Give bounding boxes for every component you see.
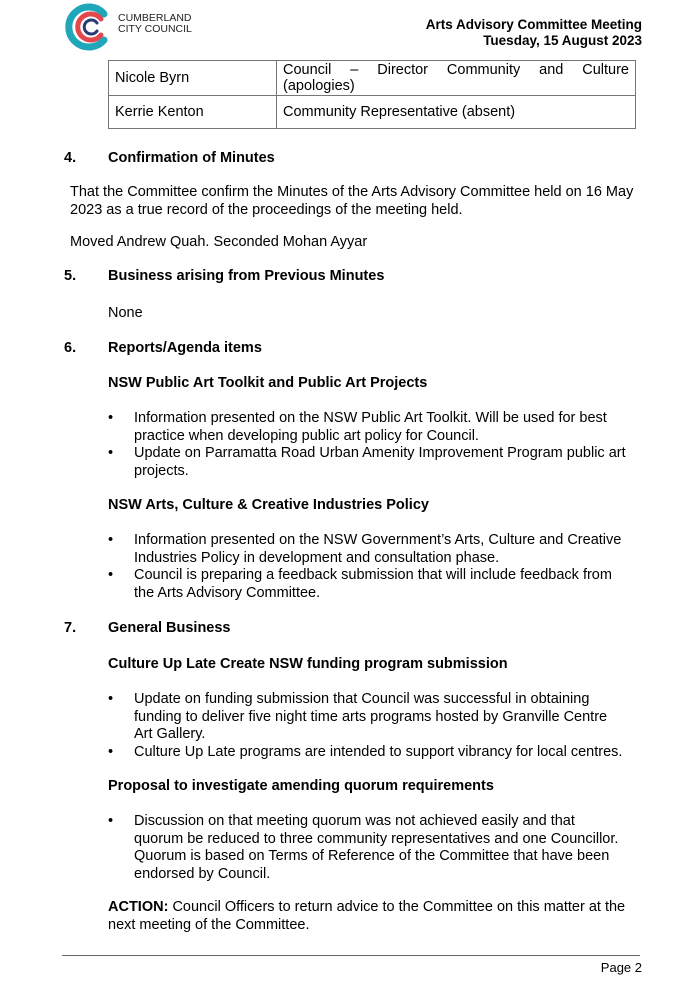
org-line-1: CUMBERLAND (118, 12, 192, 24)
action-label: ACTION: (108, 899, 169, 915)
list-item-line: Industries Policy in development and consultation phase. (134, 549, 500, 566)
confirmation-paragraph (70, 183, 633, 219)
list-item-line: Quorum is based on Terms of Reference of the Committee that have been (134, 848, 610, 864)
list-item (108, 813, 648, 883)
action-text: Council Officers to return advice to the Committee on this matter at the (168, 899, 626, 915)
subheading: Culture Up Late Create NSW funding program submission (108, 656, 508, 672)
list-item-line: endorsed by Council. (134, 865, 271, 882)
list-item (108, 567, 648, 602)
section-title: General Business (108, 620, 231, 636)
list-item-line: • Update on Parramatta Road Urban Amenity Improvement Program public art (134, 445, 626, 461)
attendee-role-line: Council – Director Community and Culture (283, 62, 629, 78)
list-item-line: • Discussion on that meeting quorum was not achieved easily and that (134, 813, 575, 829)
org-name (118, 13, 192, 35)
section-body: None (108, 305, 143, 321)
list-item (108, 691, 648, 744)
page-number: Page 2 (600, 960, 642, 975)
list-item-line: quorum be reduced to three community representatives and one Councillor. (134, 830, 619, 847)
list-item-line: funding to deliver five night time arts programs hosted by Granville Centre (134, 708, 608, 725)
list-item-line: • Culture Up Late programs are intended to support vibrancy for local centres. (134, 743, 623, 760)
subheading: Proposal to investigate amending quorum requirements (108, 778, 494, 794)
paragraph-line: 2023 as a true record of the proceedings of the meeting held. (70, 202, 463, 218)
document-header (426, 17, 642, 49)
attendee-name: Kerrie Kenton (109, 96, 277, 129)
list-item (108, 445, 648, 480)
list-item (108, 532, 648, 567)
list-item (108, 744, 648, 762)
bullet-list (108, 532, 648, 602)
section-title: Confirmation of Minutes (108, 150, 275, 166)
bullet-list (108, 691, 648, 761)
action-line: next meeting of the Committee. (108, 917, 310, 933)
bullet-list (108, 410, 648, 480)
section-number: 7. (64, 620, 77, 636)
moved-seconded: Moved Andrew Quah. Seconded Mohan Ayyar (70, 234, 368, 250)
table-row (109, 61, 636, 96)
bullet-list (108, 813, 648, 883)
meeting-date: Tuesday, 15 August 2023 (483, 33, 642, 48)
list-item-line: • Information presented on the NSW Government’s Arts, Culture and Creative (134, 532, 622, 548)
list-item (108, 410, 648, 445)
list-item-line: the Arts Advisory Committee. (134, 584, 321, 601)
section-title: Business arising from Previous Minutes (108, 268, 385, 284)
list-item-line: Art Gallery. (134, 726, 206, 742)
section-number: 4. (64, 150, 77, 166)
attendance-table (108, 60, 636, 129)
attendee-role (277, 61, 636, 96)
attendee-role: Community Representative (absent) (277, 96, 636, 129)
section-title: Reports/Agenda items (108, 340, 262, 356)
org-line-2: CITY COUNCIL (118, 23, 192, 35)
list-item-line: practice when developing public art policy for Council. (134, 427, 479, 444)
meeting-title: Arts Advisory Committee Meeting (425, 17, 642, 32)
subheading: NSW Public Art Toolkit and Public Art Projects (108, 375, 428, 391)
list-item-line: • Council is preparing a feedback submission that will include feedback from (134, 567, 612, 583)
list-item-line: • Update on funding submission that Council was successful in obtaining (134, 691, 590, 707)
table-row (109, 96, 636, 129)
attendee-name: Nicole Byrn (109, 61, 277, 96)
section-number: 5. (64, 268, 77, 284)
action-paragraph (108, 898, 625, 934)
attendee-role-line: (apologies) (283, 78, 355, 94)
action-line (108, 898, 625, 916)
paragraph-line: That the Committee confirm the Minutes of the Arts Advisory Committee held on 16 May (70, 184, 634, 200)
subheading: NSW Arts, Culture & Creative Industries Policy (108, 497, 429, 513)
list-item-line: projects. (134, 462, 189, 479)
footer-divider (62, 955, 640, 956)
section-number: 6. (64, 340, 77, 356)
cumberland-logo (64, 2, 114, 52)
list-item-line: • Information presented on the NSW Public Art Toolkit. Will be used for best (134, 410, 607, 426)
